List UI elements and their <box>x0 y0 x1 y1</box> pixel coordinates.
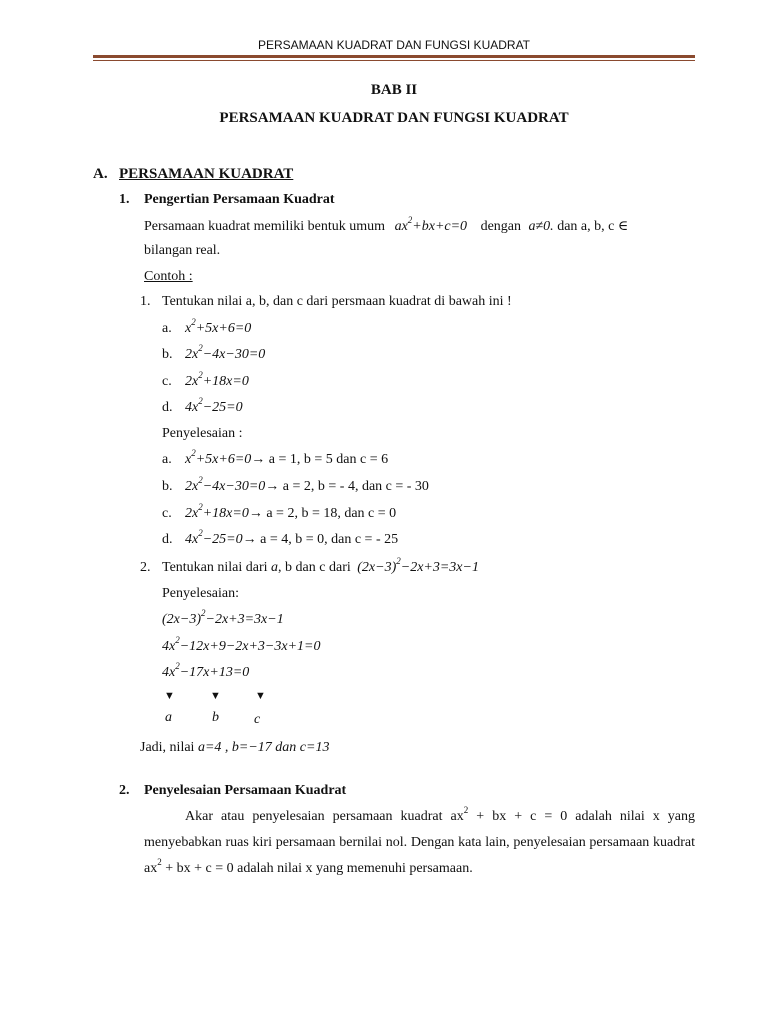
q1-answer: $4x^2-25=0\to a = 4$, b = 0, dan c = - 25 <box>185 528 399 547</box>
q1-solution-label: Penyelesaian : <box>162 426 243 441</box>
definition-line-2: bilangan real. <box>144 243 221 258</box>
section-a-marker: A. <box>93 166 108 182</box>
q1-answer: $2x^2-4x-30=0\to a = 2$, b = - 4, dan c = - 30 <box>185 475 429 494</box>
q1-item-label: b. <box>162 347 173 362</box>
sub2-marker: 2. <box>119 783 130 798</box>
def-post: dan a, b, c ∈ <box>557 219 629 234</box>
chapter-title: PERSAMAAN KUADRAT DAN FUNGSI KUADRAT <box>219 110 569 126</box>
coef-label-b: b <box>212 710 219 725</box>
arrow-down-icon: ▼ <box>210 690 221 702</box>
definition-line <box>144 215 629 235</box>
arrow-down-icon: ▼ <box>255 690 266 702</box>
q1-item-equation: $4x^2-25=0$ <box>185 396 243 415</box>
q2-solution-label: Penyelesaian: <box>162 586 239 601</box>
coef-label-c: c <box>254 712 261 727</box>
arrow-down-icon: ▼ <box>164 690 175 702</box>
def-condition: a≠0. <box>528 219 554 234</box>
sub2-title: Penyelesaian Persamaan Kuadrat <box>144 783 347 798</box>
q1-answer: $2x^2+18x=0\to a = 2$, b = 18, dan c = 0 <box>185 502 397 521</box>
chapter-number: BAB II <box>370 82 418 98</box>
q1-answer-label: a. <box>162 452 172 467</box>
q1-item-equation: $2x^2+18x=0$ <box>185 370 249 389</box>
example-label: Contoh : <box>144 269 193 284</box>
header-rule-thick <box>93 55 695 58</box>
section-a-title: PERSAMAAN KUADRAT <box>119 166 294 182</box>
def-pre: Persamaan kuadrat memiliki bentuk umum <box>144 219 386 234</box>
q2-text: Tentukan nilai dari a, b dan c dari $(2x-3)^2-2x+3=3x-1$ <box>162 556 479 575</box>
header-rule-thin <box>93 60 695 61</box>
sub1-marker: 1. <box>119 192 130 207</box>
sub1-title: Pengertian Persamaan Kuadrat <box>144 192 335 207</box>
q1-answer-label: d. <box>162 532 173 547</box>
sub2-paragraph: Akar atau penyelesaian persamaan kuadrat $ax^2$ + bx + c = 0 adalah nilai x yang menyebabkan ruas kiri persamaan bernilai nol. Dengan kata lain, penyelesaian persamaan kuadrat $ax^2$ + bx + c = 0 adalah nilai x yang memenuhi persamaan. <box>144 805 696 876</box>
q1-item-equation: $2x^2-4x-30=0$ <box>185 343 266 362</box>
running-header: PERSAMAAN KUADRAT DAN FUNGSI KUADRAT <box>257 38 531 52</box>
q1-answer: $x^2+5x+6=0\to a = 1$, b = 5 dan c = 6 <box>185 448 389 467</box>
q1-number: 1. <box>140 294 151 309</box>
q2-conclusion: Jadi, nilai a=4 , b=−17 dan c=13 <box>140 740 330 755</box>
q1-answer-label: b. <box>162 479 173 494</box>
q2-step: $4x^2-17x+13=0$ <box>162 661 250 680</box>
q1-answer-label: c. <box>162 506 172 521</box>
q2-step: $(2x-3)^2-2x+3=3x-1$ <box>162 608 284 627</box>
def-equation: $ax^2+bx+c=0$ <box>394 215 468 234</box>
q2-step: $4x^2-12x+9-2x+3-3x+1=0$ <box>162 635 321 654</box>
q1-item-label: d. <box>162 400 173 415</box>
q2-number: 2. <box>140 560 151 575</box>
def-mid: dengan <box>480 219 521 234</box>
q1-item-label: c. <box>162 374 172 389</box>
q1-item-label: a. <box>162 321 172 336</box>
q1-text: Tentukan nilai a, b, dan c dari persmaan kuadrat di bawah ini ! <box>162 294 512 309</box>
coef-label-a: a <box>165 710 172 725</box>
q1-item-equation: $x^2+5x+6=0$ <box>185 317 252 336</box>
